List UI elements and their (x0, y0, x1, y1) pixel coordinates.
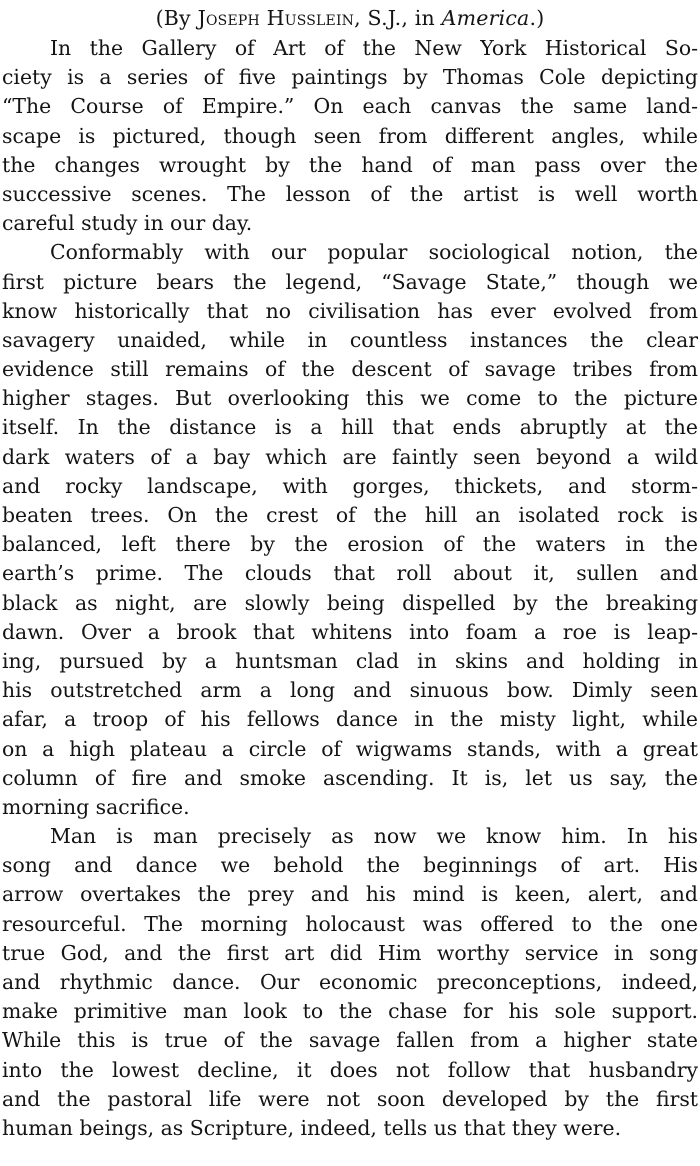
text-line: song and dance we behold the beginnings of art. His (2, 853, 698, 878)
text-line: arrow overtakes the prey and his mind is keen, alert, and (2, 882, 698, 907)
text-line: In the Gallery of Art of the New York Historical So- (50, 36, 698, 60)
byline-open: (By (155, 6, 198, 30)
text-line: beaten trees. On the crest of the hill an isolated rock is (2, 503, 698, 527)
paragraph (2, 822, 698, 1143)
text-line: into the lowest decline, it does not follow that husbandry (2, 1057, 698, 1082)
text-line: “The Course of Empire.” On each canvas the same land- (2, 94, 698, 119)
text-line: evidence still remains of the descent of savage tribes from (2, 357, 698, 382)
text-line: While this is true of the savage fallen from a higher state (2, 1028, 698, 1053)
byline (2, 4, 698, 32)
text-line: higher stages. But overlooking this we come to the picture (2, 386, 698, 411)
byline-close: .) (529, 6, 545, 30)
text-line: true God, and the first art did Him worthy service in song (2, 940, 698, 965)
text-line: dawn. Over a brook that whitens into foam a roe is leap- (2, 619, 698, 644)
text-line: on a high plateau a circle of wigwams stands, with a great (2, 736, 698, 761)
text-line: first picture bears the legend, “Savage State,” though we (2, 269, 698, 294)
text-line: morning sacrifice. (2, 794, 190, 819)
text-line: column of fire and smoke ascending. It is, let us say, the (2, 765, 698, 790)
text-line: make primitive man look to the chase for his sole support. (2, 999, 698, 1024)
paragraph (2, 238, 698, 822)
text-line: savagery unaided, while in countless instances the clear (2, 327, 698, 352)
text-line: human beings, as Scripture, indeed, tells us that they were. (2, 1115, 622, 1140)
byline-affiliation: , S.J., in (354, 6, 442, 30)
text-line: earth’s prime. The clouds that roll about it, sullen and (2, 561, 698, 586)
text-line: and rhythmic dance. Our economic preconceptions, indeed, (2, 970, 698, 994)
text-line: careful study in our day. (2, 211, 253, 236)
byline-publication: America (441, 6, 530, 30)
text-line: ing, pursued by a huntsman clad in skins and holding in (2, 648, 698, 673)
text-line: balanced, left there by the erosion of the waters in the (2, 532, 698, 557)
text-line: scape is pictured, though seen from different angles, while (2, 123, 698, 148)
text-line: black as night, are slowly being dispelled by the breaking (2, 590, 698, 615)
text-line: ciety is a series of five paintings by Thomas Cole depicting (2, 65, 698, 90)
text-line: Conformably with our popular sociological notion, the (50, 240, 698, 265)
text-line: and the pastoral life were not soon developed by the first (2, 1086, 698, 1111)
text-line: successive scenes. The lesson of the artist is well worth (2, 181, 698, 206)
text-line: itself. In the distance is a hill that ends abruptly at the (2, 415, 698, 440)
text-line: and rocky landscape, with gorges, thickets, and storm- (2, 473, 698, 498)
text-line: his outstretched arm a long and sinuous bow. Dimly seen (2, 678, 698, 703)
paragraph (2, 34, 698, 238)
text-line: the changes wrought by the hand of man pass over the (2, 152, 698, 177)
byline-author: Joseph Husslein (197, 6, 355, 30)
text-line: know historically that no civilisation has ever evolved from (2, 298, 698, 323)
text-line: resourceful. The morning holocaust was offered to the one (2, 911, 698, 936)
text-line: dark waters of a bay which are faintly seen beyond a wild (2, 444, 698, 469)
text-line: afar, a troop of his fellows dance in the misty light, while (2, 707, 698, 732)
text-line: Man is man precisely as now we know him. In his (50, 824, 698, 849)
